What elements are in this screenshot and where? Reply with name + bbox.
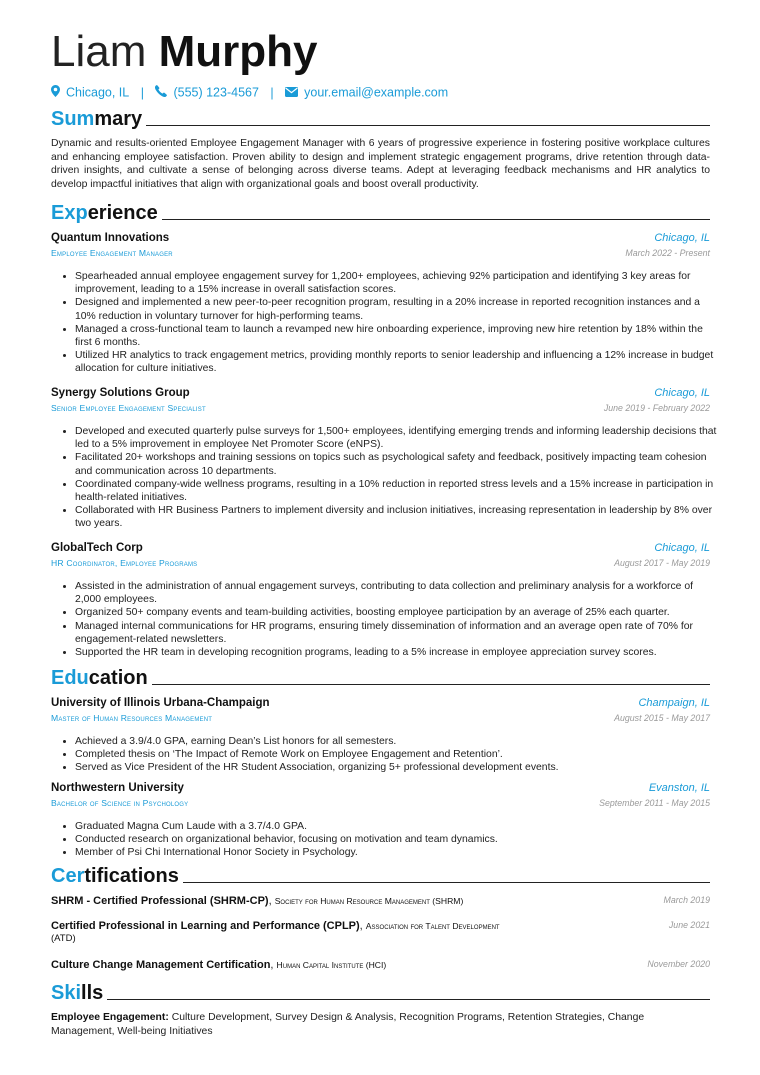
certification-item: SHRM - Certified Professional (SHRM-CP), Society for Human Resource Management (SHRM) March 2019	[51, 895, 710, 907]
job-company: GlobalTech Corp	[51, 542, 143, 554]
skills-heading	[51, 982, 710, 1004]
job-location: Chicago, IL	[654, 387, 710, 399]
skills-label: Employee Engagement:	[51, 1012, 169, 1023]
section-rule	[146, 125, 710, 126]
job-location: Chicago, IL	[654, 232, 710, 244]
job-date: August 2017 - May 2019	[614, 558, 710, 568]
certification-date: November 2020	[647, 959, 710, 969]
certifications-title-rest: tifications	[84, 865, 179, 887]
school-bullets	[65, 735, 720, 775]
job-company: Quantum Innovations	[51, 232, 170, 244]
section-rule	[107, 999, 710, 1000]
job-date: March 2022 - Present	[625, 248, 710, 258]
certifications-heading	[51, 865, 710, 887]
school-location: Evanston, IL	[648, 782, 710, 794]
summary-heading	[51, 108, 710, 130]
school-date: August 2015 - May 2017	[614, 713, 710, 723]
skills-title-accent: Ski	[51, 982, 82, 1004]
certification-issuer: Association for Talent Development	[365, 921, 500, 931]
job-role: Senior Employee Engagement Specialist	[51, 403, 206, 413]
list-item: • Developed and executed quarterly pulse surveys for 1,500+ employees, identifying emerging trends and informing leadership decisions that led to a 5% improvement in employee Net Promoter Score (eNPS).	[75, 425, 720, 451]
school-name: Northwestern University	[51, 782, 184, 794]
job-location: Chicago, IL	[654, 542, 710, 554]
separator: |	[140, 85, 144, 100]
envelope-icon	[285, 86, 298, 100]
school-bullets	[65, 820, 720, 860]
list-item: • Designed and implemented a new peer-to-peer recognition program, resulting in a 20% increase in reported recognition instances and a 10% reduction in voluntary turnover for high-performing teams.	[75, 296, 720, 322]
experience-title-accent: Exp	[51, 202, 88, 224]
list-item: • Served as Vice President of the HR Student Association, organizing 5+ professional development events.	[75, 761, 720, 774]
phone-text[interactable]: (555) 123-4567	[173, 85, 259, 100]
last-name: Murphy	[158, 27, 318, 76]
list-item: • Achieved a 3.9/4.0 GPA, earning Dean’s List honors for all semesters.	[75, 735, 720, 748]
job-role: HR Coordinator, Employee Programs	[51, 558, 198, 568]
job-role: Employee Engagement Manager	[51, 248, 173, 258]
education-title-accent: Edu	[51, 667, 89, 689]
list-item: • Completed thesis on ‘The Impact of Remote Work on Employee Engagement and Retention’.	[75, 748, 720, 761]
location-text: Chicago, IL	[66, 85, 130, 100]
certification-title: SHRM - Certified Professional (SHRM-CP)	[51, 895, 269, 907]
section-rule	[152, 684, 710, 685]
map-pin-icon	[51, 85, 60, 100]
certifications-title-accent: Cer	[51, 865, 85, 887]
list-item: • Organized 50+ company events and team-building activities, boosting employee participation by an average of 25% each quarter.	[75, 606, 720, 619]
school-name: University of Illinois Urbana-Champaign	[51, 697, 270, 709]
certification-item: Culture Change Management Certification, Human Capital Institute (HCI) November 2020	[51, 959, 710, 971]
job-bullets	[65, 580, 720, 659]
experience-heading	[51, 202, 710, 224]
education-title-rest: cation	[88, 667, 148, 689]
summary-title-rest: mary	[94, 108, 143, 130]
separator: |	[270, 85, 274, 100]
experience-title-rest: erience	[87, 202, 158, 224]
list-item: • Assisted in the administration of annual engagement surveys, contributing to data collection and preliminary analysis for a workforce of 2,000 employees.	[75, 580, 720, 606]
job-bullets	[65, 425, 720, 531]
list-item: • Spearheaded annual employee engagement survey for 1,200+ employees, achieving 92% participation and identifying 3 key areas for improvement, leading to a 15% increase in overall satisfaction scores.	[75, 270, 720, 296]
certification-title: Certified Professional in Learning and Performance (CPLP)	[51, 920, 360, 932]
list-item: • Managed a cross-functional team to launch a revamped new hire onboarding experience, improving new hire retention by 18% within the first 6 months.	[75, 323, 720, 349]
certification-date: March 2019	[663, 895, 710, 905]
phone-icon	[155, 85, 167, 100]
email-link[interactable]: your.email@example.com	[304, 85, 449, 100]
list-item: • Member of Psi Chi International Honor Society in Psychology.	[75, 846, 720, 859]
school-date: September 2011 - May 2015	[599, 798, 710, 808]
skills-text: Culture Development, Survey Design & Analysis, Recognition Programs, Retention Strategies, Change Management, Well-being Initiatives	[51, 1012, 645, 1037]
candidate-name	[51, 26, 318, 78]
section-rule	[162, 219, 710, 220]
job-company: Synergy Solutions Group	[51, 387, 190, 399]
skills-title-rest: lls	[81, 982, 104, 1004]
school-location: Champaign, IL	[638, 697, 710, 709]
list-item: • Coordinated company-wide wellness programs, resulting in a 10% reduction in reported stress levels and a 15% increase in participation in health-related initiatives.	[75, 478, 720, 504]
contact-line	[51, 85, 448, 100]
certification-issuer: Human Capital Institute (HCI)	[276, 960, 387, 970]
school-degree: Master of Human Resources Management	[51, 713, 213, 723]
summary-title-accent: Sum	[51, 108, 95, 130]
education-heading	[51, 667, 710, 689]
list-item: • Utilized HR analytics to track engagement metrics, providing monthly reports to senior leadership and influencing a 12% increase in budget allocation for culture initiatives.	[75, 349, 720, 375]
first-name: Liam	[51, 27, 147, 76]
list-item: • Conducted research on organizational behavior, focusing on motivation and team dynamics.	[75, 833, 720, 846]
certification-issuer-continued: (ATD)	[51, 933, 76, 944]
list-item: • Managed internal communications for HR programs, ensuring timely dissemination of information and an average open rate of 70% for engagement-related newsletters.	[75, 620, 720, 646]
summary-text: Dynamic and results-oriented Employee Engagement Manager with 6 years of progressive experience in fostering positive workplace cultures and enhancing employee satisfaction. Proven ability to design and implement strategic engagement programs, drive retention through data-driven insights, and cultivate a sense of belonging across diverse teams. Adept at leveraging feedback mechanisms and HR analytics to develop impactful initiatives that align with organizational goals and boost overall productivity.	[51, 138, 710, 190]
job-bullets	[65, 270, 720, 376]
list-item: • Facilitated 20+ workshops and training sessions on topics such as psychological safety and feedback, positively impacting team cohesion and communication across 10 departments.	[75, 451, 720, 477]
list-item: • Supported the HR team in developing recognition programs, leading to a 5% increase in employee appreciation survey scores.	[75, 646, 720, 659]
section-rule	[183, 882, 710, 883]
list-item: • Graduated Magna Cum Laude with a 3.7/4.0 GPA.	[75, 820, 720, 833]
school-degree: Bachelor of Science in Psychology	[51, 798, 189, 808]
certification-item: Certified Professional in Learning and Performance (CPLP), Association for Talent Development June 2021 (ATD)	[51, 920, 710, 944]
certification-title: Culture Change Management Certification	[51, 959, 271, 971]
job-date: June 2019 - February 2022	[603, 403, 710, 413]
certification-issuer: Society for Human Resource Management (SHRM)	[274, 896, 464, 906]
list-item: • Collaborated with HR Business Partners to implement diversity and inclusion initiatives, increasing representation in leadership by 8% over two years.	[75, 504, 720, 530]
skills-line	[51, 1011, 710, 1038]
certification-date: June 2021	[668, 920, 710, 930]
